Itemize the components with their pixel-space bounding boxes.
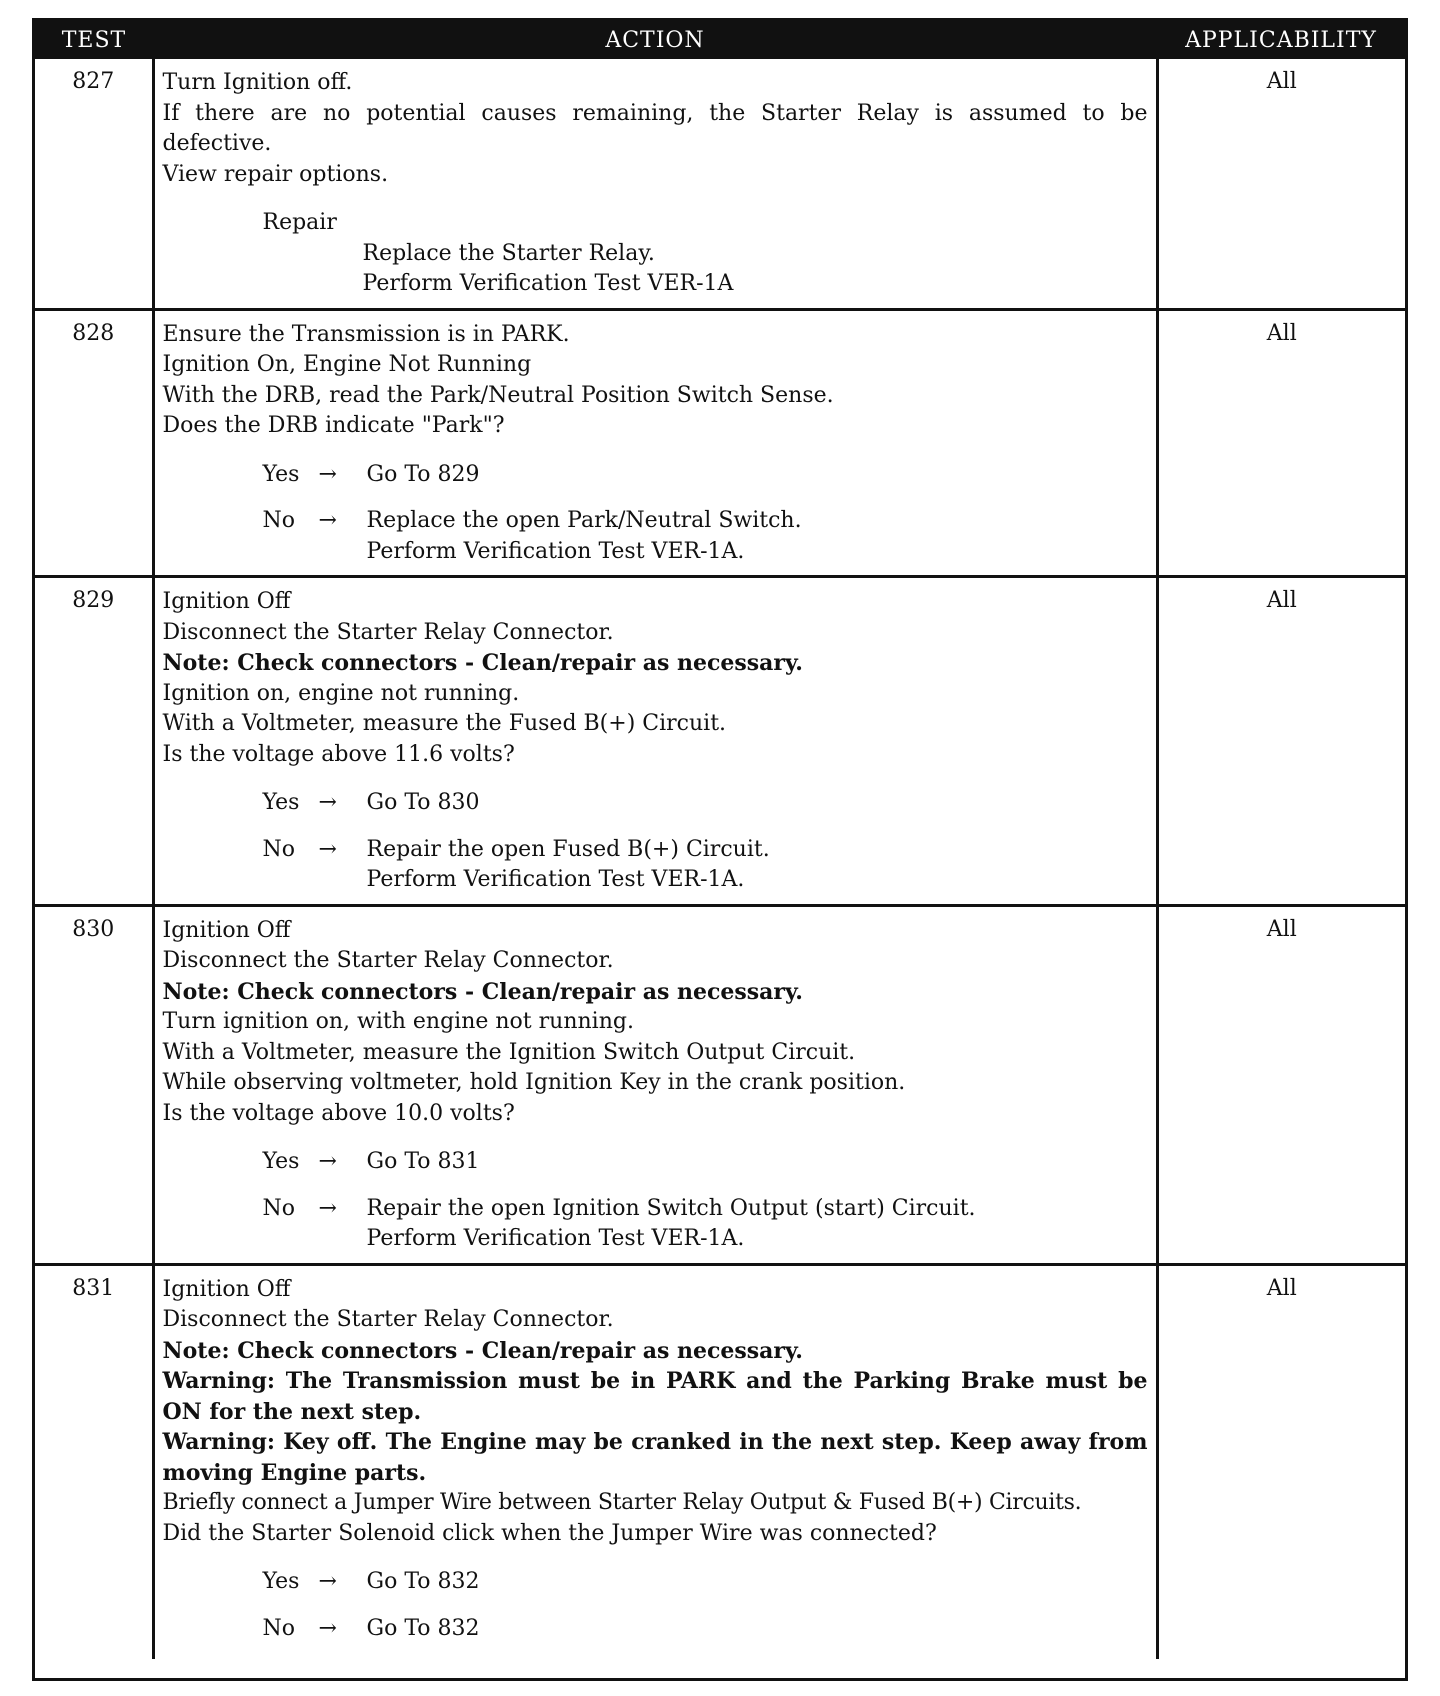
- header-action: ACTION: [153, 21, 1157, 59]
- action-line: Did the Starter Solenoid click when the Jumper Wire was connected?: [162, 1520, 937, 1546]
- no-result: Perform Verification Test VER-1A.: [366, 867, 745, 892]
- table-row: [35, 309, 1405, 577]
- note-line: Note: Check connectors - Clean/repair as necessary.: [162, 978, 803, 1005]
- arrow-icon: →: [318, 1615, 337, 1641]
- header-row: [35, 21, 1405, 59]
- no-label: No: [262, 836, 295, 862]
- arrow-icon: →: [318, 790, 337, 815]
- arrow-icon: →: [318, 1195, 337, 1221]
- repair-line: Perform Verification Test VER-1A: [362, 271, 734, 296]
- action-line: Ensure the Transmission is in PARK.: [162, 321, 570, 347]
- arrow-icon: →: [318, 508, 337, 533]
- arrow-icon: →: [318, 836, 337, 862]
- yes-label: Yes: [262, 1569, 300, 1594]
- diagnostic-table: [32, 18, 1408, 1681]
- applicability-value: All: [1157, 59, 1405, 309]
- action-line: Turn ignition on, with engine not running.: [162, 1009, 634, 1034]
- table-row: [35, 1264, 1405, 1659]
- action-line: Ignition Off: [162, 589, 291, 614]
- action-line: Ignition on, engine not running.: [162, 680, 520, 706]
- action-line: With the DRB, read the Park/Neutral Position Switch Sense.: [162, 382, 834, 408]
- action-cell: [153, 1264, 1157, 1659]
- action-line: Disconnect the Starter Relay Connector.: [162, 1307, 614, 1332]
- yes-label: Yes: [262, 461, 300, 487]
- action-cell: [153, 309, 1157, 577]
- test-number: 831: [35, 1264, 153, 1659]
- action-cell: [153, 905, 1157, 1264]
- yes-option: [163, 460, 1148, 491]
- yes-label: Yes: [262, 790, 300, 815]
- test-number: 827: [72, 69, 115, 94]
- no-option: [163, 1614, 1148, 1645]
- action-line: With a Voltmeter, measure the Fused B(+) Circuit.: [162, 711, 727, 736]
- no-result: Perform Verification Test VER-1A.: [366, 1226, 745, 1251]
- action-line: Is the voltage above 10.0 volts?: [162, 1100, 515, 1126]
- applicability-value: All: [1157, 309, 1405, 577]
- note-line: Note: Check connectors - Clean/repair as necessary.: [162, 650, 803, 676]
- arrow-icon: →: [318, 1149, 337, 1174]
- no-result: Go To 832: [366, 1615, 480, 1641]
- yes-option: [163, 1567, 1148, 1598]
- no-option: [163, 506, 1148, 567]
- no-result: Repair the open Ignition Switch Output (start) Circuit.: [366, 1195, 976, 1221]
- arrow-icon: →: [318, 1569, 337, 1594]
- action-line: View repair options.: [162, 161, 389, 187]
- action-line: With a Voltmeter, measure the Ignition Switch Output Circuit.: [162, 1039, 856, 1065]
- test-number: 830: [35, 905, 153, 1264]
- test-number: 829: [35, 577, 153, 906]
- action-line: Disconnect the Starter Relay Connector.: [162, 948, 614, 973]
- header-test: TEST: [35, 21, 153, 59]
- no-option: [163, 1194, 1148, 1255]
- action-line: While observing voltmeter, hold Ignition Key in the crank position.: [162, 1070, 906, 1095]
- no-result: Repair the open Fused B(+) Circuit.: [366, 836, 770, 862]
- repair-body: [163, 239, 1148, 300]
- warning-line: Warning: The Transmission must be in PARK and the Parking Brake must be ON for the next step.: [162, 1368, 1148, 1425]
- warning-line: Warning: Key off. The Engine may be cranked in the next step. Keep away from moving Engine parts.: [162, 1429, 1148, 1486]
- no-label: No: [262, 1615, 295, 1641]
- action-line: Ignition Off: [162, 1276, 291, 1302]
- no-label: No: [262, 508, 295, 533]
- table-row: [35, 577, 1405, 906]
- table-row: [35, 905, 1405, 1264]
- header-applicability: APPLICABILITY: [1157, 21, 1405, 59]
- yes-option: [163, 788, 1148, 819]
- yes-result: Go To 830: [366, 790, 480, 815]
- applicability-value: All: [1157, 577, 1405, 906]
- applicability-value: All: [1157, 905, 1405, 1264]
- action-line: Turn Ignition off.: [162, 70, 353, 95]
- action-line: Ignition On, Engine Not Running: [162, 352, 532, 377]
- test-number: 828: [35, 309, 153, 577]
- no-result: Perform Verification Test VER-1A.: [366, 538, 745, 564]
- repair-label: Repair: [262, 210, 337, 235]
- note-line: Note: Check connectors - Clean/repair as necessary.: [162, 1337, 803, 1364]
- yes-result: Go To 831: [366, 1149, 480, 1174]
- action-line: Ignition Off: [162, 917, 291, 943]
- action-line: Does the DRB indicate "Park"?: [162, 413, 505, 438]
- applicability-value: All: [1157, 1264, 1405, 1659]
- no-option: [163, 835, 1148, 896]
- action-cell: [153, 59, 1157, 309]
- no-label: No: [262, 1195, 295, 1221]
- repair-line: Replace the Starter Relay.: [362, 240, 655, 266]
- action-line: Is the voltage above 11.6 volts?: [162, 741, 515, 767]
- yes-result: Go To 832: [366, 1569, 480, 1594]
- test-table: [35, 21, 1405, 1659]
- action-cell: [153, 577, 1157, 906]
- yes-label: Yes: [262, 1149, 300, 1174]
- arrow-icon: →: [318, 461, 337, 487]
- yes-result: Go To 829: [366, 461, 480, 487]
- action-line: If there are no potential causes remaining, the Starter Relay is assumed to be defective.: [162, 100, 1148, 156]
- no-result: Replace the open Park/Neutral Switch.: [366, 508, 802, 533]
- action-line: Briefly connect a Jumper Wire between Starter Relay Output & Fused B(+) Circuits.: [162, 1490, 1082, 1515]
- yes-option: [163, 1147, 1148, 1178]
- action-line: Disconnect the Starter Relay Connector.: [162, 619, 614, 645]
- table-row: [35, 59, 1405, 309]
